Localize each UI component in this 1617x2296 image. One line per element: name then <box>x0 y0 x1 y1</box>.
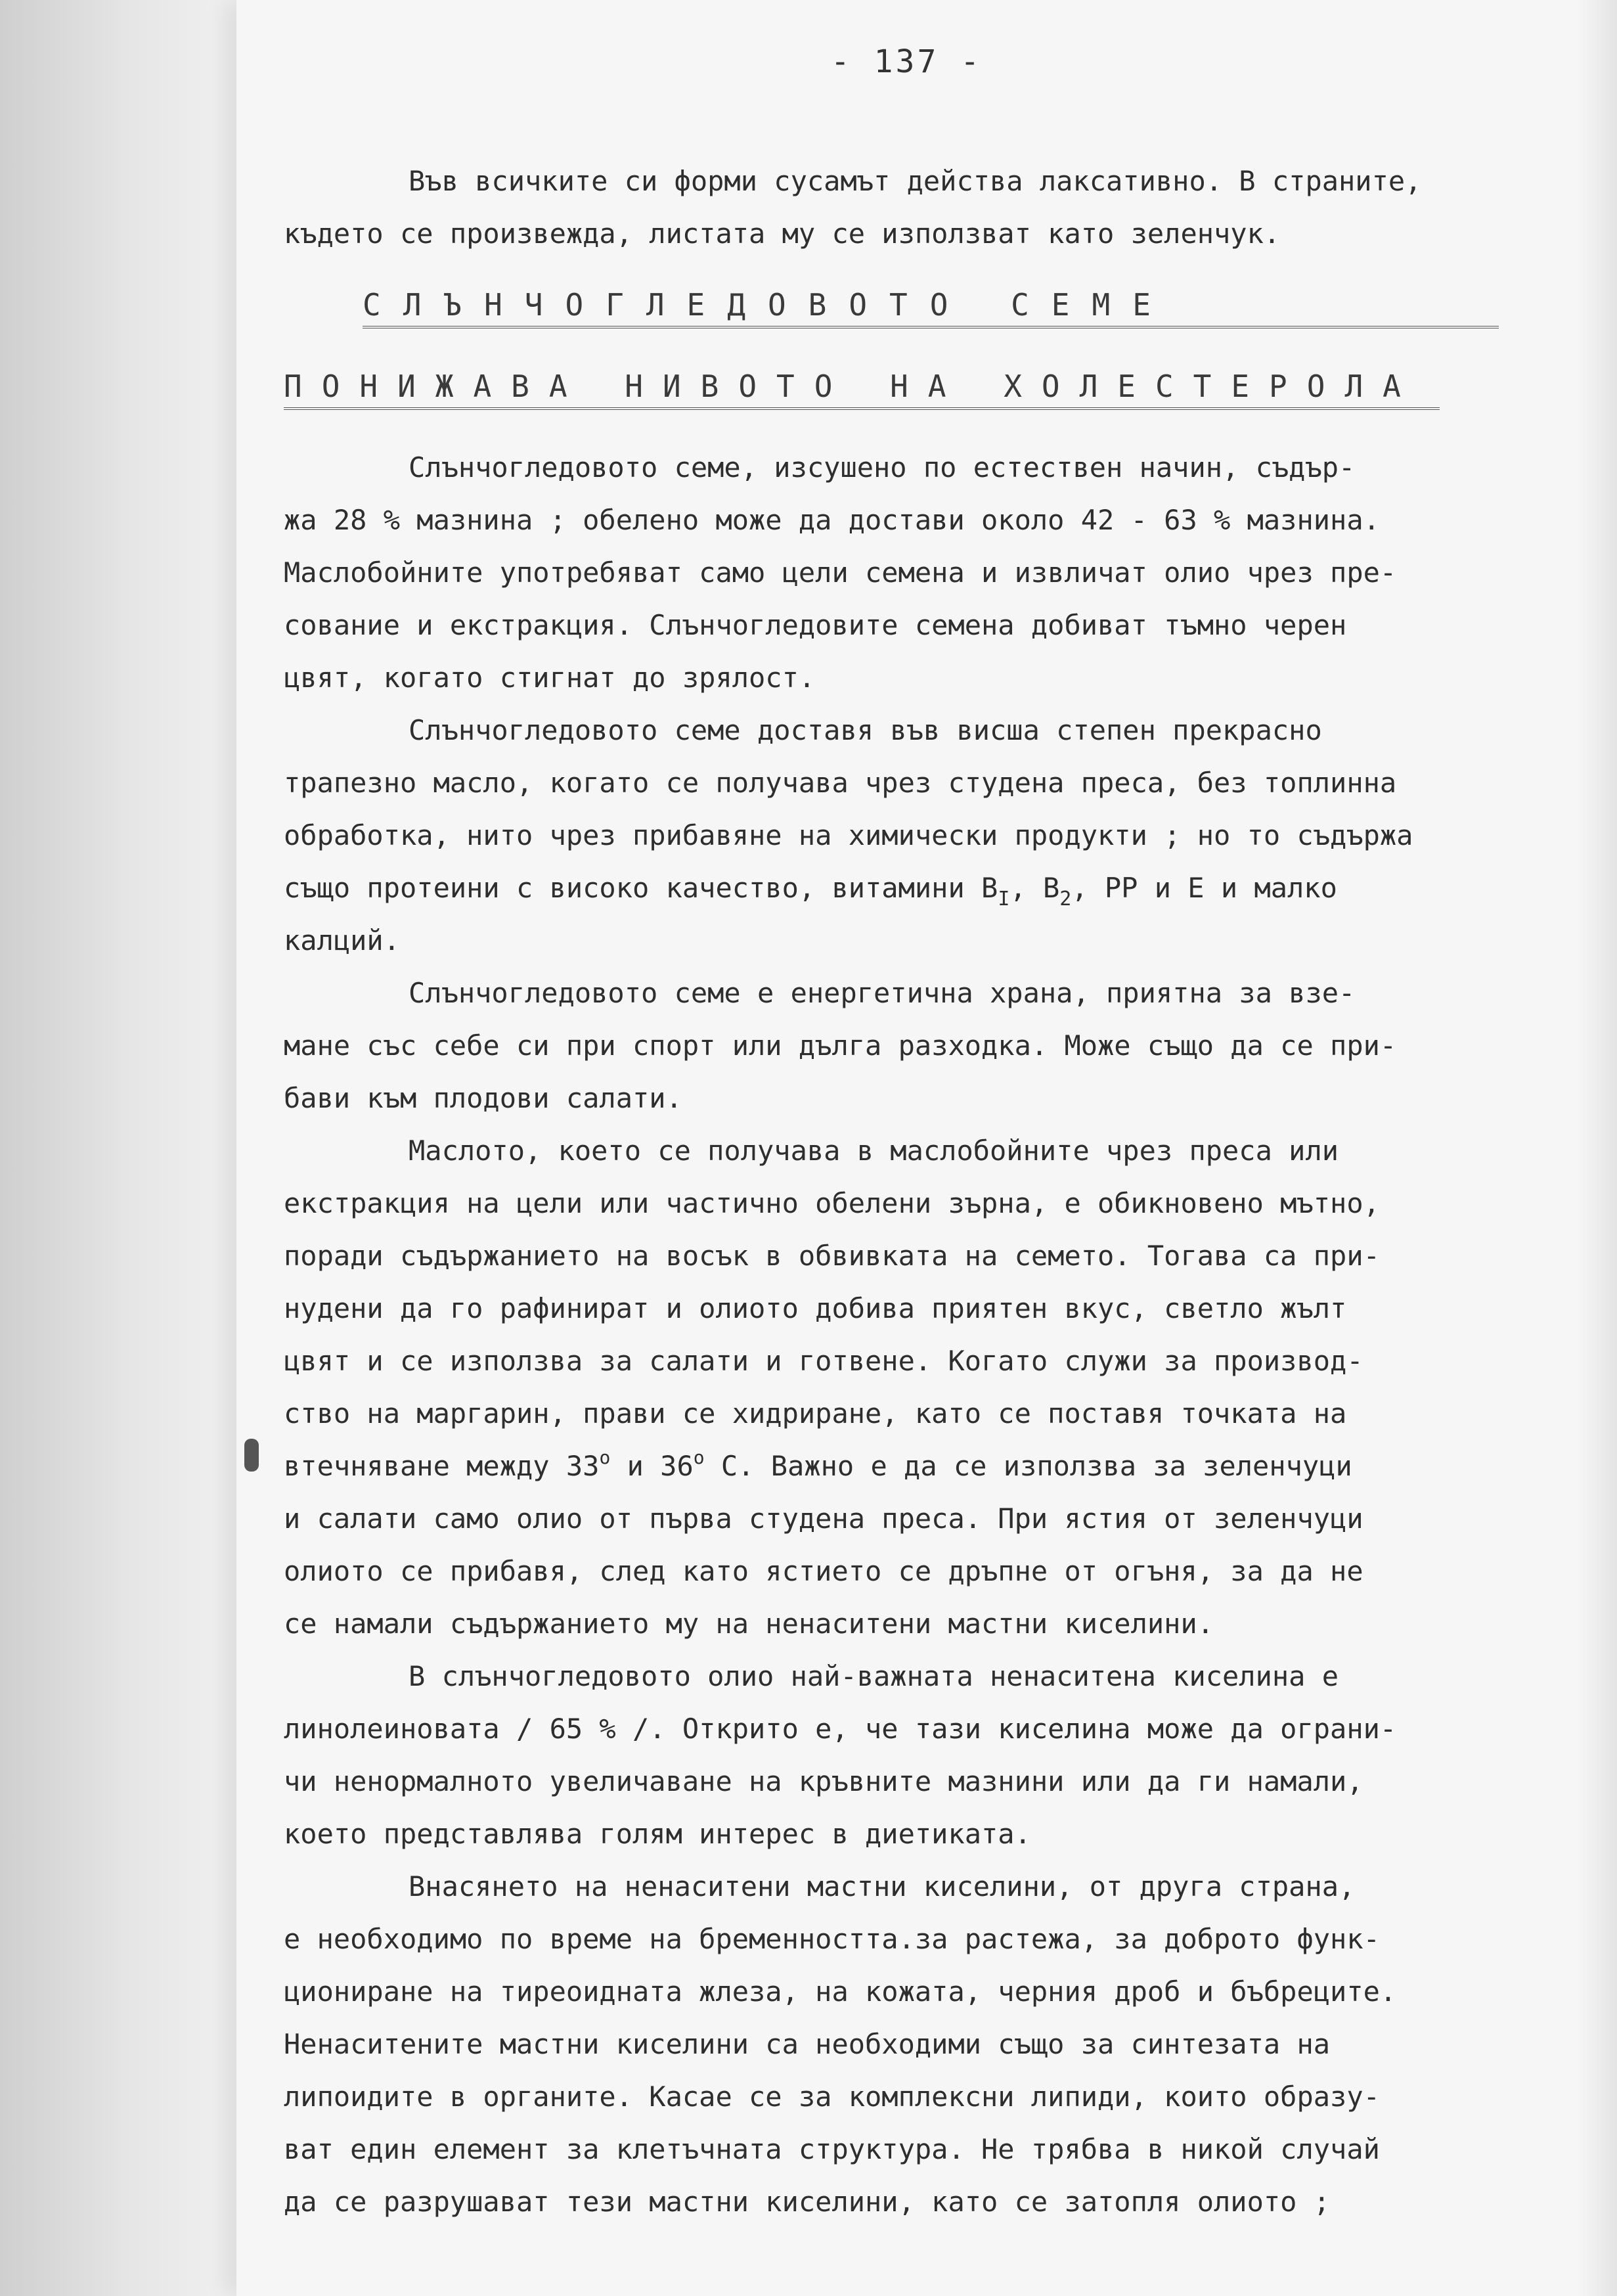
adjacent-page-edge <box>0 0 243 2296</box>
paragraph-line: сование и екстракция. Слънчогледовите семена добиват тъмно черен <box>284 609 1347 641</box>
paragraph-line: В слънчогледовото олио най-важната ненаситена киселина е <box>409 1660 1339 1692</box>
paragraph-line: е необходимо по време на бременността.за растежа, за доброто функ- <box>284 1923 1380 1955</box>
paragraph-line: мане със себе си при спорт или дълга разходка. Може също да се при- <box>284 1029 1397 1062</box>
paragraph-line: Маслобойните употребяват само цели семена и извличат олио чрез пре- <box>284 556 1397 589</box>
paragraph-line: олиото се прибавя, след като ястието се дръпне от огъня, за да не <box>284 1555 1363 1587</box>
paragraph-line-temperature <box>284 1440 1564 1493</box>
superscript: о <box>599 1447 611 1468</box>
paragraph-line: ство на маргарин, прави се хидриране, като се поставя точката на <box>284 1397 1347 1429</box>
paragraph-line: цвят, когато стигнат до зрялост. <box>284 662 816 694</box>
subscript: I <box>998 888 1010 911</box>
paragraph-line: поради съдържанието на восък в обвивката на семето. Тогава са при- <box>284 1240 1380 1272</box>
paragraph-line: линолеиновата / 65 % /. Открито е, че тази киселина може да ограни- <box>284 1713 1397 1745</box>
page-number: - 137 - <box>830 43 983 80</box>
paragraph-line: нудени да го рафинират и олиото добива приятен вкус, светло жълт <box>284 1292 1347 1324</box>
paragraph-line: ват един елемент за клетъчната структура. Не трябва в никой случай <box>284 2133 1380 2165</box>
document-page <box>236 0 1576 2296</box>
text-run: , B <box>1009 872 1060 904</box>
text-run: също протеини с високо качество, витамини B <box>284 872 998 904</box>
paragraph-line: циониране на тиреоидната жлеза, на кожата, черния дроб и бъбреците. <box>284 1975 1397 2008</box>
paragraph-line: бави към плодови салати. <box>284 1082 682 1114</box>
paragraph-line: чи ненормалното увеличаване на кръвните мазнини или да ги намали, <box>284 1765 1363 1797</box>
text-run: С. Важно е да се използва за зеленчуци <box>704 1450 1352 1482</box>
text-run: втечняване между 33 <box>284 1450 600 1482</box>
paragraph-line: екстракция на цели или частично обелени зърна, е обикновено мътно, <box>284 1187 1380 1219</box>
intro-line-1: Във всичките си форми сусамът действа лаксативно. В страните, <box>409 165 1422 197</box>
paragraph-line: Ненаситените мастни киселини са необходими също за синтезата на <box>284 2028 1331 2060</box>
superscript: о <box>693 1447 705 1468</box>
paragraph-line: липоидите в органите. Касае се за комплексни липиди, които образу- <box>284 2081 1380 2113</box>
subscript: 2 <box>1059 888 1072 911</box>
intro-line-2: където се произвежда, листата му се използват като зеленчук. <box>284 217 1281 250</box>
paragraph-line: и салати само олио от първа студена преса. При ястия от зеленчуци <box>284 1502 1363 1535</box>
paragraph-line: Слънчогледовото семе доставя във висша степен прекрасно <box>409 714 1322 746</box>
section-heading-line-1: СЛЪНЧОГЛЕДОВОТО СЕМЕ <box>363 287 1173 323</box>
paragraph-line: да се разрушават тези мастни киселини, като се затопля олиото ; <box>284 2186 1331 2218</box>
paragraph-line: обработка, нито чрез прибавяне на химически продукти ; но то съдържа <box>284 819 1413 851</box>
paragraph-line: трапезно масло, когато се получава чрез студена преса, без топлинна <box>284 767 1397 799</box>
paragraph-line: Маслото, което се получава в маслобойните чрез преса или <box>409 1135 1339 1167</box>
binding-mark <box>244 1439 259 1472</box>
paragraph-line: Внасянето на ненаситени мастни киселини, от друга страна, <box>409 1870 1356 1902</box>
paragraph-line: жа 28 % мазнина ; обелено може да достави около 42 - 63 % мазнина. <box>284 504 1380 536</box>
paragraph-line: Слънчогледовото семе, изсушено по естествен начин, съдър- <box>409 451 1356 484</box>
section-heading-line-2: ПОНИЖАВА НИВОТО НА ХОЛЕСТЕРОЛА <box>284 369 1421 404</box>
paragraph-line: калций. <box>284 924 401 957</box>
paragraph-line: се намали съдържанието му на ненаситени мастни киселини. <box>284 1608 1214 1640</box>
paragraph-line-vitamins <box>284 862 1564 914</box>
page-text <box>284 155 1564 2228</box>
paragraph-line: Слънчогледовото семе е енергетична храна, приятна за взе- <box>409 977 1356 1009</box>
heading-underline-1 <box>363 326 1499 328</box>
paragraph-line: което представлява голям интерес в диетиката. <box>284 1818 1031 1850</box>
page-right-edge <box>1576 0 1617 2296</box>
text-run: , PP и E и малко <box>1071 872 1337 904</box>
paragraph-line: цвят и се използва за салати и готвене. Когато служи за производ- <box>284 1345 1363 1377</box>
text-run: и 36 <box>610 1450 694 1482</box>
